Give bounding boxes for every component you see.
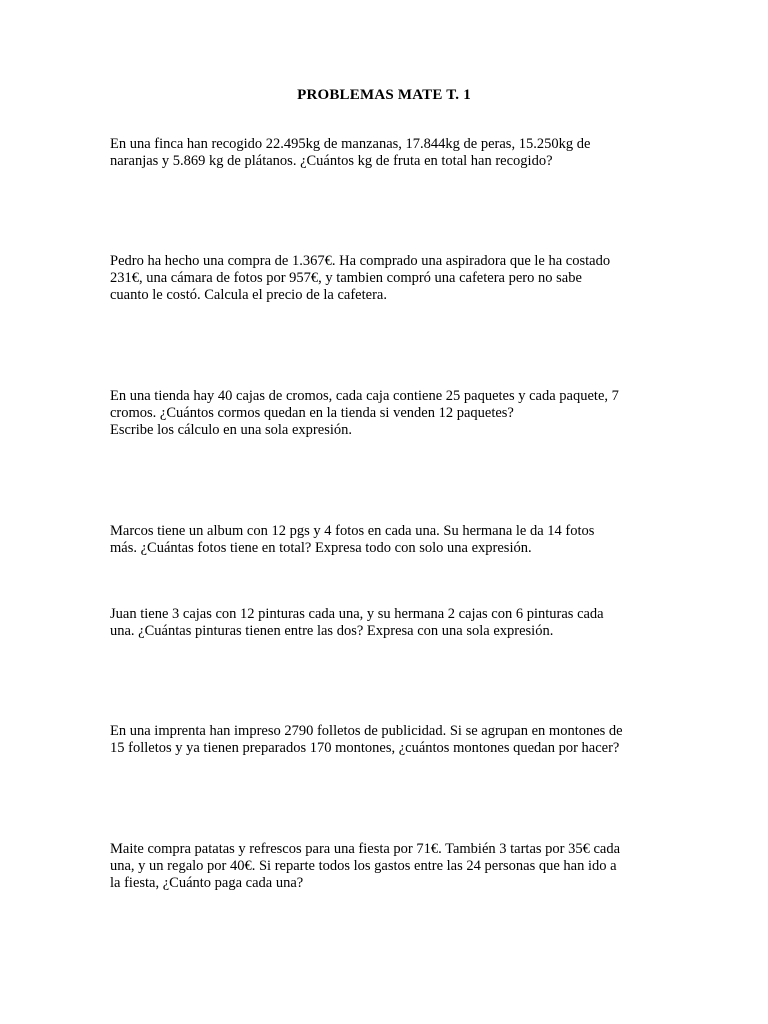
problem-4 — [110, 523, 670, 557]
problem-line: 15 folletos y ya tienen preparados 170 montones, ¿cuántos montones quedan por hacer? — [110, 740, 620, 756]
problem-line: la fiesta, ¿Cuánto paga cada una? — [110, 875, 304, 891]
problem-line: Juan tiene 3 cajas con 12 pinturas cada una, y su hermana 2 cajas con 6 pinturas cada — [110, 606, 604, 622]
problem-line: cuanto le costó. Calcula el precio de la cafetera. — [110, 287, 387, 303]
problem-line: cromos. ¿Cuántos cormos quedan en la tienda si venden 12 paquetes? — [110, 405, 514, 421]
problem-line: Escribe los cálculo en una sola expresión. — [110, 422, 352, 438]
problem-line: En una tienda hay 40 cajas de cromos, cada caja contiene 25 paquetes y cada paquete, 7 — [110, 388, 619, 404]
problem-line: 231€, una cámara de fotos por 957€, y tambien compró una cafetera pero no sabe — [110, 270, 582, 286]
problem-line: Marcos tiene un album con 12 pgs y 4 fotos en cada una. Su hermana le da 14 fotos — [110, 523, 595, 539]
problem-line: una, y un regalo por 40€. Si reparte todos los gastos entre las 24 personas que han ido a — [110, 858, 617, 874]
page-title: PROBLEMAS MATE T. 1 — [297, 87, 471, 103]
problem-1 — [110, 136, 670, 170]
problem-7 — [110, 841, 670, 892]
problem-3 — [110, 388, 670, 439]
problem-2 — [110, 253, 670, 304]
problem-line: En una imprenta han impreso 2790 folletos de publicidad. Si se agrupan en montones de — [110, 723, 623, 739]
problem-line: En una finca han recogido 22.495kg de manzanas, 17.844kg de peras, 15.250kg de — [110, 136, 591, 152]
problem-line: naranjas y 5.869 kg de plátanos. ¿Cuántos kg de fruta en total han recogido? — [110, 153, 553, 169]
problem-6 — [110, 723, 670, 757]
problem-5 — [110, 606, 670, 640]
problem-line: más. ¿Cuántas fotos tiene en total? Expresa todo con solo una expresión. — [110, 540, 532, 556]
problem-line: Maite compra patatas y refrescos para una fiesta por 71€. También 3 tartas por 35€ cada — [110, 841, 621, 857]
problem-line: una. ¿Cuántas pinturas tienen entre las dos? Expresa con una sola expresión. — [110, 623, 554, 639]
problem-line: Pedro ha hecho una compra de 1.367€. Ha comprado una aspiradora que le ha costado — [110, 253, 611, 269]
